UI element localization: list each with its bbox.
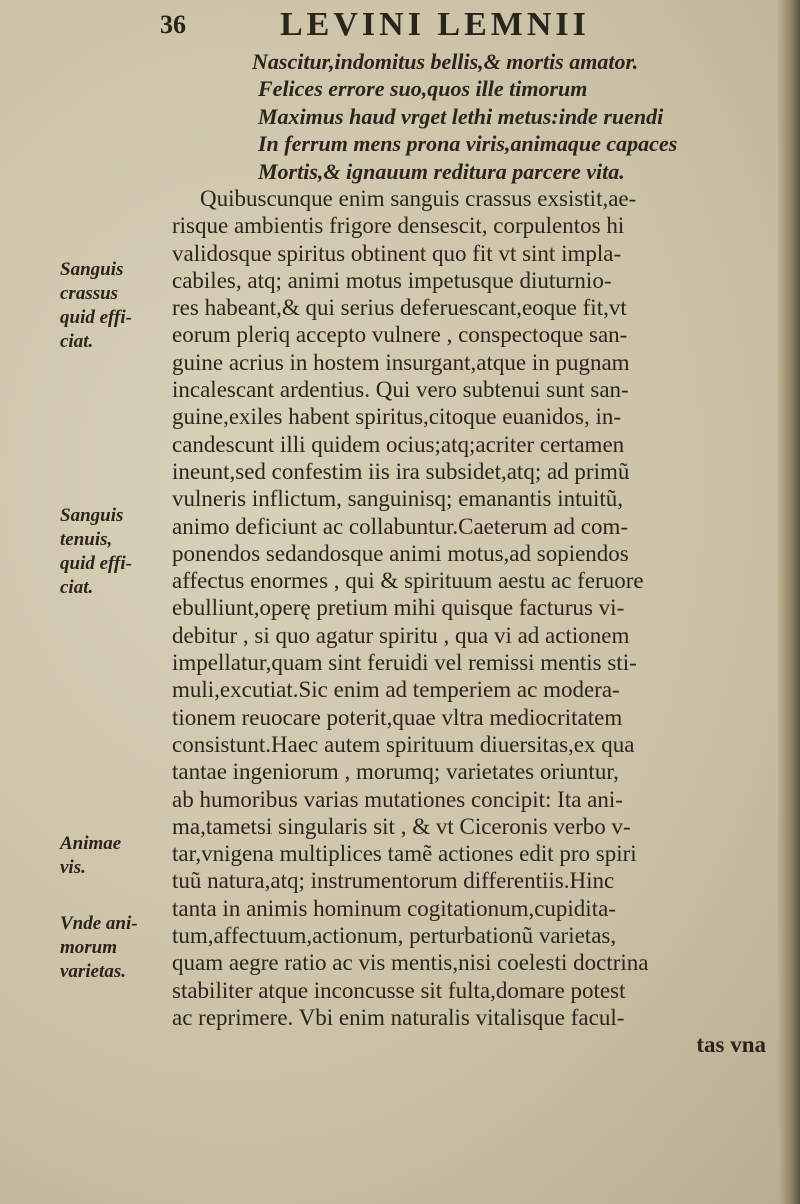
text-line: consistunt.Haec autem spirituum diuersitas,ex qua [172, 731, 635, 757]
page-gutter-shadow [778, 0, 800, 1204]
margin-note-line: crassus [60, 283, 119, 304]
verse-line: Nascitur,indomitus bellis,& mortis amator. [252, 49, 639, 74]
text-line: affectus enormes , qui & spirituum aestu ac feruore [172, 568, 644, 594]
margin-note-line: Animae [60, 833, 122, 854]
verse-line: Felices errore suo,quos ille timorum [258, 76, 588, 102]
text-line: risque ambientis frigore densescit, corpulentos hi [172, 213, 625, 239]
running-head [160, 6, 680, 46]
text-line: guine,exiles habent spiritus,citoque euanidos, in- [172, 404, 622, 430]
margin-note-line: varietas. [60, 961, 126, 982]
running-title: LEVINI LEMNII [280, 6, 590, 43]
margin-note-line: morum [60, 937, 118, 958]
text-line: guine acrius in hostem insurgant,atque in pugnam [172, 349, 630, 375]
margin-note-sanguis-tenuis [60, 504, 132, 600]
text-line: candescunt illi quidem ocius;atq;acriter certamen [172, 431, 625, 457]
text-line: incalescant ardentius. Qui vero subtenui sunt san- [172, 377, 629, 403]
margin-note-line: Sanguis [60, 505, 124, 526]
margin-note-animae-vis [60, 832, 121, 880]
margin-note-line: vis. [60, 857, 86, 878]
body-text [172, 185, 772, 1059]
catchword: tas vna [696, 1032, 766, 1058]
verse-quotation [252, 48, 772, 185]
text-line: ineunt,sed confestim iis ira subsidet,atq; ad primũ [172, 458, 630, 484]
text-line: tum,affectuum,actionum, perturbationũ varietas, [172, 923, 617, 949]
margin-note-line: ciat. [60, 331, 94, 352]
text-line: quam aegre ratio ac vis mentis,nisi coelesti doctrina [172, 950, 649, 976]
text-line: vulneris inflictum, sanguinisq; emanantis intuitũ, [172, 486, 624, 512]
text-line: tantae ingeniorum , morumq; varietates oriuntur, [172, 759, 619, 785]
text-line: ponendos sedandosque animi motus,ad sopiendos [172, 540, 629, 566]
margin-note-vnde-animorum [60, 912, 138, 984]
verse-line: Mortis,& ignauum reditura parcere vita. [258, 158, 625, 184]
text-line: ebulliunt,operę pretium mihi quisque facturus vi- [172, 595, 625, 621]
text-line: animo deficiunt ac collabuntur.Caeterum ad com- [172, 513, 629, 539]
margin-note-sanguis-crassus [60, 258, 132, 354]
verse-line: In ferrum mens prona viris,animaque capaces [258, 131, 678, 157]
text-line: eorum pleriq accepto vulnere , conspectoque san- [172, 322, 628, 348]
text-line: tanta in animis hominum cogitationum,cupidita- [172, 895, 616, 921]
text-line: res habeant,& qui serius deferuescant,eoque fit,vt [172, 295, 627, 321]
text-line: stabiliter atque inconcusse sit fulta,domare potest [172, 977, 626, 1003]
page-number: 36 [160, 10, 186, 39]
verse-line: Maximus haud vrget lethi metus:inde ruendi [258, 103, 664, 129]
text-line: ab humoribus varias mutationes concipit: Ita ani- [172, 786, 623, 812]
text-line: debitur , si quo agatur spiritu , qua vi ad actionem [172, 622, 630, 648]
text-line: Quibuscunque enim sanguis crassus exsistit,ae- [200, 186, 637, 211]
margin-note-line: Sanguis [60, 259, 124, 280]
margin-note-line: quid effi- [60, 307, 132, 328]
text-line: impellatur,quam sint feruidi vel remissi mentis sti- [172, 650, 637, 676]
margin-note-line: quid effi- [60, 553, 132, 574]
text-line: cabiles, atq; animi motus impetusque diuturnio- [172, 267, 612, 293]
margin-note-line: tenuis, [60, 529, 113, 550]
text-line: tuũ natura,atq; instrumentorum differentiis.Hinc [172, 868, 615, 894]
text-line: tar,vnigena multiplices tamẽ actiones edit pro spiri [172, 841, 637, 867]
text-line: validosque spiritus obtinent quo fit vt sint impla- [172, 240, 622, 266]
text-line: muli,excutiat.Sic enim ad temperiem ac modera- [172, 677, 620, 703]
text-line: tionem reuocare poterit,quae vltra mediocritatem [172, 704, 623, 730]
text-line: ac reprimere. Vbi enim naturalis vitalisque facul- [172, 1004, 625, 1030]
text-line: ma,tametsi singularis sit , & vt Ciceronis verbo v- [172, 813, 631, 839]
margin-note-line: ciat. [60, 577, 94, 598]
margin-notes [0, 0, 160, 1204]
margin-note-line: Vnde ani- [60, 913, 138, 934]
